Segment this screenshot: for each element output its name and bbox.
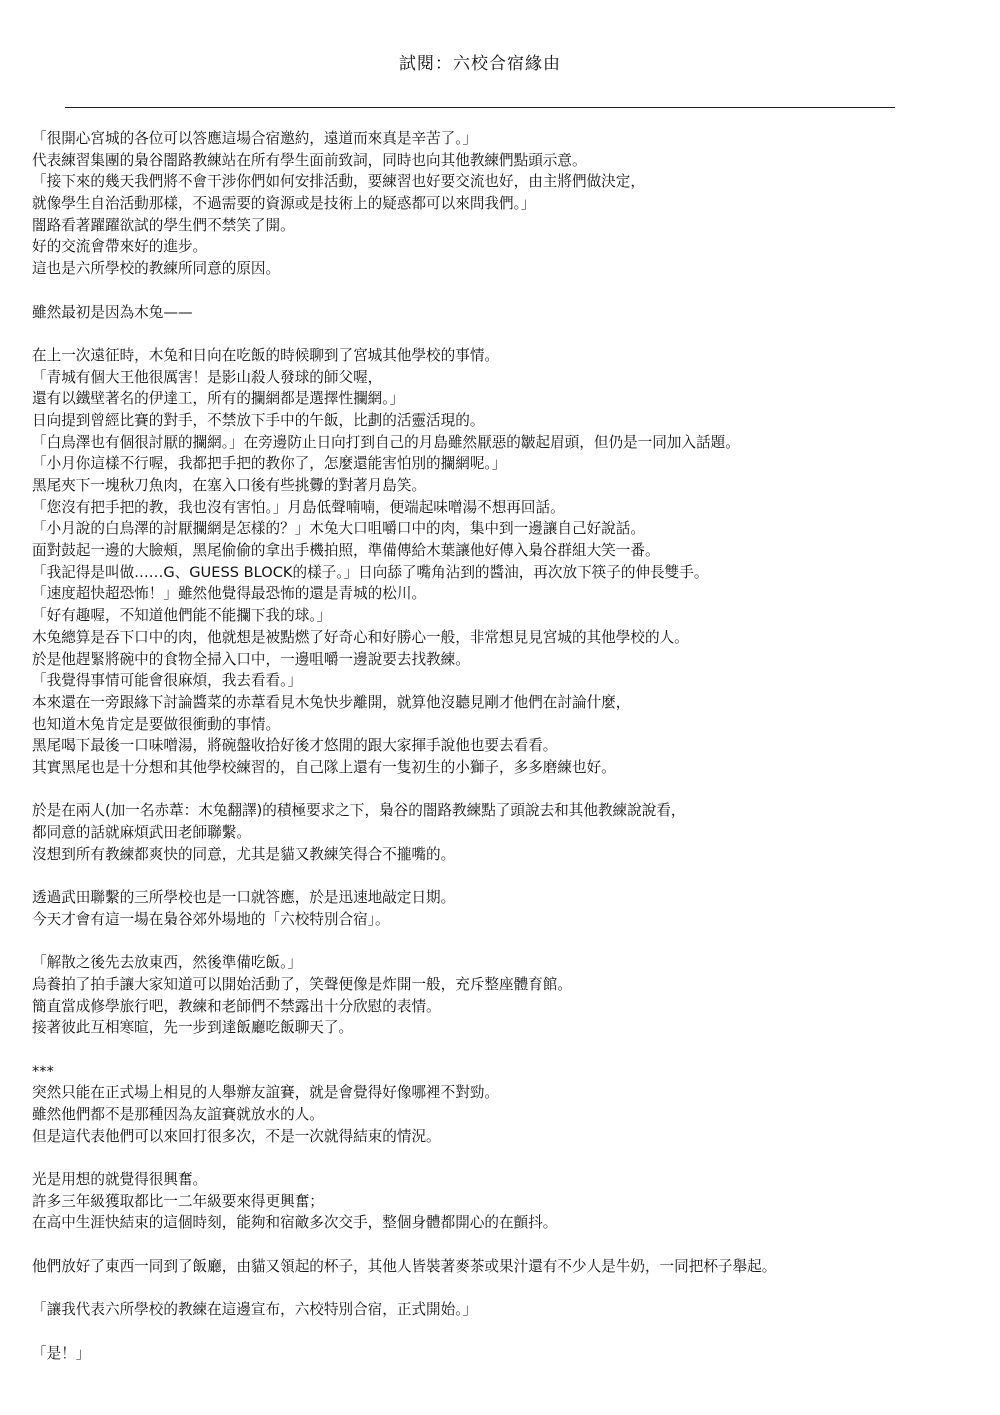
paragraph-gap xyxy=(32,323,982,345)
text-line: 「解散之後先去放東西，然後準備吃飯。」 xyxy=(32,954,302,972)
title-divider xyxy=(65,107,895,108)
text-line: 在上一次遠征時，木兔和日向在吃飯的時候聊到了宮城其他學校的事情。 xyxy=(32,346,500,364)
text-line: 代表練習集團的梟谷闇路教練站在所有學生面前致詞，同時也向其他教練們點頭示意。 xyxy=(32,151,587,169)
text-line: 光是用想的就覺得很興奮。 xyxy=(32,1171,208,1188)
text-line: 「好有趣喔，不知道他們能不能攔下我的球。」 xyxy=(32,607,332,625)
text-line: 也知道木兔肯定是要做很衝動的事情。 xyxy=(32,715,281,733)
text-line: 「是！」 xyxy=(32,1344,91,1362)
text-line: 木兔總算是吞下口中的肉，他就想是被點燃了好奇心和好勝心一般，非常想見見宮城的其他學校的人。 xyxy=(32,628,689,646)
text-line: 「青城有個大王他很厲害！是影山殺人發球的師父喔， xyxy=(32,368,383,386)
text-line: 接著彼此互相寒暄，先一步到達飯廳吃飯聊天了。 xyxy=(32,1019,354,1037)
text-line: 「很開心宮城的各位可以答應這場合宿邀約，遠道而來真是辛苦了。」 xyxy=(32,130,478,147)
text-line: 闇路看著躍躍欲試的學生們不禁笑了開。 xyxy=(32,216,295,234)
body-text xyxy=(32,128,982,1364)
paragraph-gap xyxy=(32,1234,982,1256)
text-line: 面對鼓起一邊的大臉頰，黑尾偷偷的拿出手機拍照，準備傳給木葉讓他好傳入梟谷群組大笑一番。 xyxy=(32,542,660,560)
text-line: 「小月說的白鳥澤的討厭攔網是怎樣的？」木兔大口咀嚼口中的肉，集中到一邊讓自己好說話。 xyxy=(32,520,645,538)
text-line: 沒想到所有教練都爽快的同意，尤其是貓又教練笑得合不攏嘴的。 xyxy=(32,845,456,863)
text-line: 本來還在一旁跟緣下討論醬菜的赤葦看見木兔快步離開，就算他沒聽見剛才他們在討論什麼， xyxy=(32,693,631,711)
paragraph-gap xyxy=(32,280,982,302)
text-line: 但是這代表他們可以來回打很多次，不是一次就得結束的情況。 xyxy=(32,1127,441,1145)
page-title: 試閱：六校合宿緣由 xyxy=(399,54,561,74)
text-line: 烏養拍了拍手讓大家知道可以開始活動了，笑聲便像是炸開一般，充斥整座體育館。 xyxy=(32,975,572,993)
text-line: 「小月你這樣不行喔，我都把手把的教你了，怎麼還能害怕別的攔網呢。」 xyxy=(32,455,507,473)
text-line: *** xyxy=(32,1062,54,1080)
text-line: 今天才會有這一場在梟谷郊外場地的「六校特別合宿」。 xyxy=(32,910,390,928)
paragraph-gap xyxy=(32,1277,982,1299)
text-line: 於是他趕緊將碗中的食物全掃入口中，一邊咀嚼一邊說要去找教練。 xyxy=(32,650,470,668)
text-line: 「我覺得事情可能會很麻煩，我去看看。」 xyxy=(32,672,302,690)
text-line: 「接下來的幾天我們將不會干涉你們如何安排活動，要練習也好要交流也好，由主將們做決定， xyxy=(32,173,645,191)
text-line: 「我記得是叫做……G、GUESS BLOCK的樣子。」日向舔了嘴角沾到的醬油，再次放下筷子的伸長雙手。 xyxy=(32,563,709,581)
text-line: 簡直當成修學旅行吧，教練和老師們不禁露出十分欣慰的表情。 xyxy=(32,997,441,1015)
text-line: 好的交流會帶來好的進步。 xyxy=(32,238,208,256)
paragraph-gap xyxy=(32,1147,982,1169)
text-line: 這也是六所學校的教練所同意的原因。 xyxy=(32,260,281,278)
paragraph-gap xyxy=(32,779,982,801)
text-line: 透過武田聯繫的三所學校也是一口就答應，於是迅速地敲定日期。 xyxy=(32,889,456,907)
paragraph-gap xyxy=(32,1321,982,1343)
text-line: 還有以鐵壁著名的伊達工，所有的攔網都是選擇性攔網。」 xyxy=(32,390,405,408)
text-line: 都同意的話就麻煩武田老師聯繫。 xyxy=(32,824,251,841)
paragraph-gap xyxy=(32,1039,982,1061)
text-line: 黑尾喝下最後一口味噌湯，將碗盤收拾好後才悠閒的跟大家揮手說他也要去看看。 xyxy=(32,737,558,755)
text-line: 於是在兩人(加一名赤葦：木兔翻譯)的積極要求之下，梟谷的闇路教練點了頭說去和其他教練說說看， xyxy=(32,802,686,820)
paragraph-gap xyxy=(32,930,982,952)
text-line: 雖然他們都不是那種因為友誼賽就放水的人。 xyxy=(32,1105,324,1123)
text-line: 「速度超快超恐怖！」雖然他覺得最恐怖的還是青城的松川。 xyxy=(32,585,427,603)
text-line: 他們放好了東西一同到了飯廳，由貓又領起的杯子，其他人皆裝著麥茶或果汁還有不少人是牛奶，一同把杯子舉起。 xyxy=(32,1257,777,1275)
text-line: 日向提到曾經比賽的對手，不禁放下手中的午飯，比劃的活靈活現的。 xyxy=(32,411,485,429)
text-line: 雖然最初是因為木兔—— xyxy=(32,303,193,321)
text-line: 「白鳥澤也有個很討厭的攔網。」在旁邊防止日向打到自己的月島雖然厭惡的皺起眉頭，但仍是一同加入話題。 xyxy=(32,433,740,451)
text-line: 「讓我代表六所學校的教練在這邊宣布，六校特別合宿，正式開始。」 xyxy=(32,1301,478,1319)
text-line: 就像學生自治活動那樣，不過需要的資源或是技術上的疑惑都可以來問我們。」 xyxy=(32,195,536,213)
text-line: 「您沒有把手把的教，我也沒有害怕。」月島低聲喃喃，便端起味噌湯不想再回話。 xyxy=(32,498,565,516)
text-line: 許多三年級獲取都比一二年級要來得更興奮； xyxy=(32,1192,324,1210)
text-line: 其實黑尾也是十分想和其他學校練習的，自己隊上還有一隻初生的小獅子，多多磨練也好。 xyxy=(32,758,616,776)
text-line: 突然只能在正式場上相見的人舉辦友誼賽，就是會覺得好像哪裡不對勁。 xyxy=(32,1084,500,1102)
text-line: 在高中生涯快結束的這個時刻，能夠和宿敵多次交手，整個身體都開心的在顫抖。 xyxy=(32,1214,558,1232)
text-line: 黑尾夾下一塊秋刀魚肉，在塞入口後有些挑釁的對著月島笑。 xyxy=(32,477,427,494)
paragraph-gap xyxy=(32,865,982,887)
